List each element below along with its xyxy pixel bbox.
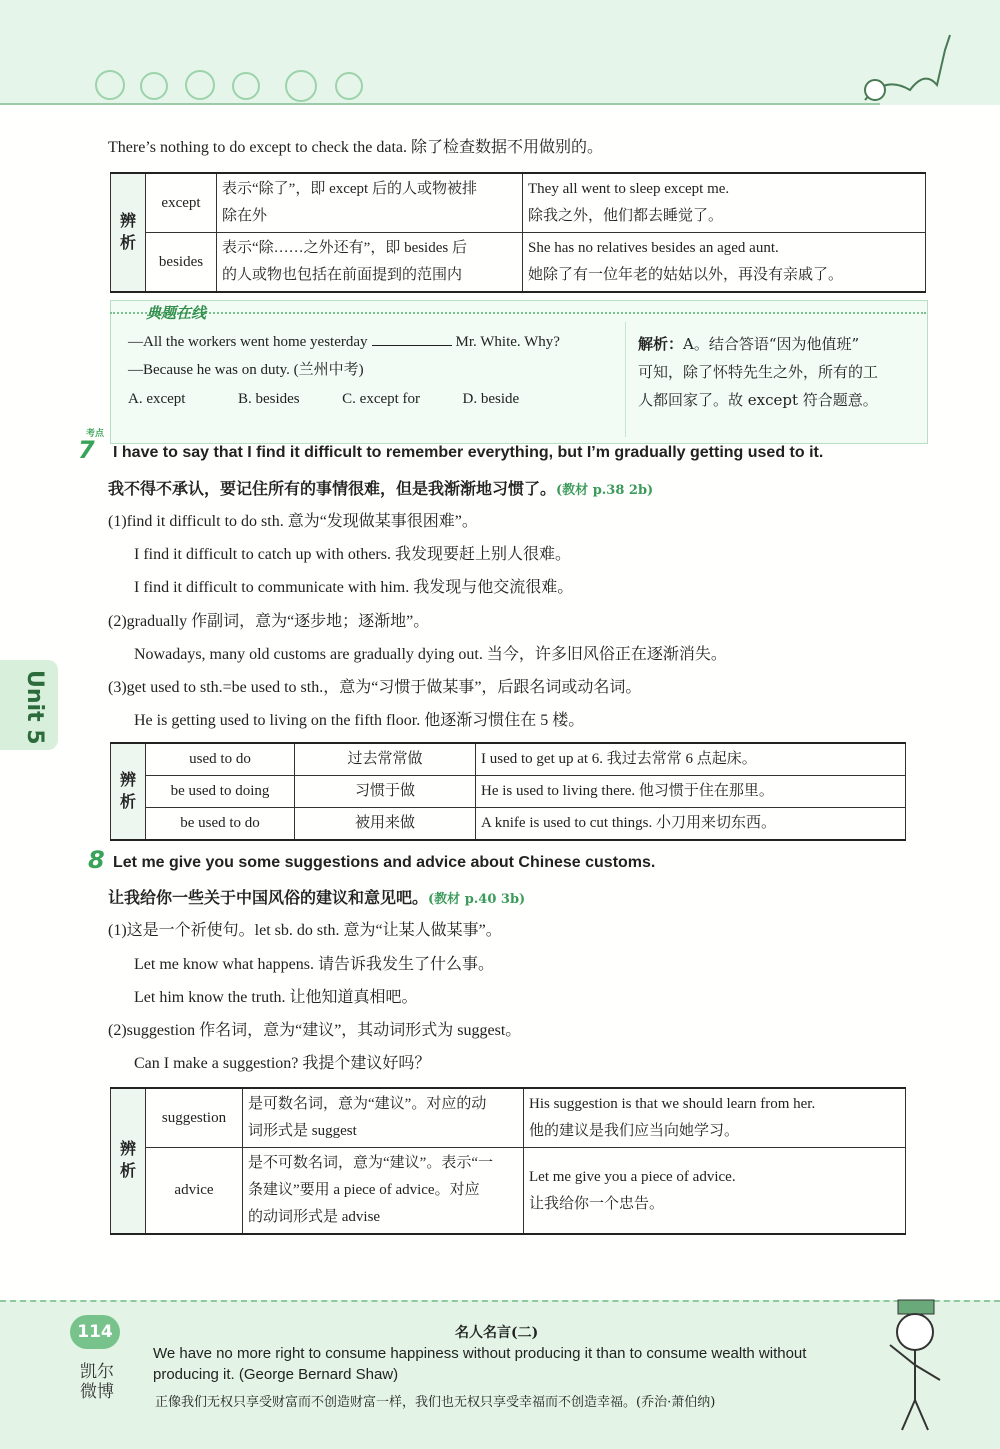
- option-a: A. except: [128, 391, 186, 407]
- example-cell: Let me give you a piece of advice. 让我给你一个忠告。: [524, 1148, 906, 1235]
- point7-line: I find it difficult to catch up with others. 我发现要赶上别人很难。: [134, 546, 571, 563]
- practice-question-line1: —All the workers went home yesterday Mr. White. Why?: [128, 334, 560, 350]
- decoration-circle-icon: [185, 70, 215, 100]
- analysis-label: 辨析: [111, 743, 146, 840]
- header-divider: [0, 103, 880, 105]
- cartoon-boy-illustration-icon: [870, 1290, 960, 1440]
- quote-title: 名人名言(二): [455, 1325, 539, 1341]
- decoration-circle-icon: [140, 72, 168, 100]
- table-row: [111, 173, 926, 233]
- point8-line: Can I make a suggestion? 我提个建议好吗？: [134, 1055, 431, 1072]
- point7-line: He is getting used to living on the fifth floor. 他逐渐习惯住在 5 楼。: [134, 712, 585, 729]
- meaning-cell: 表示“除了”，即 except 后的人或物被排 除在外: [217, 173, 523, 233]
- point7-line: Nowadays, many old customs are gradually dying out. 当今，许多旧风俗正在逐渐消失。: [134, 646, 727, 663]
- point-number-7: 7: [78, 436, 95, 464]
- point8-line: Let him know the truth. 让他知道真相吧。: [134, 989, 418, 1006]
- point7-line: I find it difficult to communicate with him. 我发现与他交流很难。: [134, 579, 574, 596]
- meaning-cell: 表示“除……之外还有”，即 besides 后 的人或物也包括在前面提到的范围内: [217, 233, 523, 293]
- practice-question-line2: —Because he was on duty. (兰州中考): [128, 362, 364, 378]
- footer-divider: [0, 1300, 1000, 1302]
- table-row: [111, 233, 926, 293]
- practice-answer: 解析：A。结合答语“因为他值班” 可知，除了怀特先生之外，所有的工 人都回家了。故 except 符合题意。: [638, 335, 879, 409]
- meaning-cell: 过去常常做: [295, 743, 476, 776]
- analysis-label: 辨析: [111, 173, 146, 292]
- point-number-8: 8: [88, 846, 105, 874]
- comparison-table-used-to: [110, 742, 906, 841]
- comparison-table-except-besides: [110, 172, 926, 293]
- point7-line: (3)get used to sth.=be used to sth.，意为“习惯于做某事”，后跟名词或动名词。: [108, 679, 642, 696]
- comparison-table-suggestion-advice: [110, 1087, 906, 1235]
- quote-chinese: 正像我们无权只享受财富而不创造财富一样，我们也无权只享受幸福而不创造幸福。(乔治·萧伯纳): [155, 1395, 716, 1410]
- point8-line: (2)suggestion 作名词，意为“建议”，其动词形式为 suggest。: [108, 1022, 522, 1039]
- example-cell: She has no relatives besides an aged aunt. 她除了有一位年老的姑姑以外，再没有亲戚了。: [523, 233, 926, 293]
- page-number: 114: [70, 1315, 120, 1349]
- point7-sentence-cn: 我不得不承认，要记住所有的事情很难，但是我渐渐地习惯了。(教材 p.38 2b): [108, 479, 654, 498]
- point8-sentence-en: Let me give you some suggestions and advice about Chinese customs.: [113, 854, 656, 871]
- textbook-ref: (教材 p.40 3b): [428, 892, 526, 907]
- phrase-cell: used to do: [146, 743, 295, 776]
- word-cell: besides: [146, 233, 217, 293]
- decoration-circle-icon: [285, 70, 317, 102]
- phrase-cell: be used to doing: [146, 776, 295, 808]
- meaning-cell: 被用来做: [295, 808, 476, 841]
- brand-label: 凯尔微博: [80, 1362, 114, 1402]
- example-cell: They all went to sleep except me. 除我之外，他们都去睡觉了。: [523, 173, 926, 233]
- practice-title: 典题在线: [146, 304, 207, 322]
- point7-line: (2)gradually 作副词，意为“逐步地；逐渐地”。: [108, 613, 430, 630]
- table-row: [111, 1148, 906, 1235]
- word-cell: advice: [146, 1148, 243, 1235]
- example-cell: I used to get up at 6. 我过去常常 6 点起床。: [476, 743, 906, 776]
- cat-illustration-icon: [855, 30, 955, 110]
- table-row: [111, 743, 906, 776]
- option-d: D. beside: [462, 391, 520, 407]
- word-cell: except: [146, 173, 217, 233]
- table-row: [111, 808, 906, 841]
- textbook-ref: (教材 p.38 2b): [556, 483, 654, 498]
- example-cell: His suggestion is that we should learn from her. 他的建议是我们应当向她学习。: [524, 1088, 906, 1148]
- point8-line: Let me know what happens. 请告诉我发生了什么事。: [134, 956, 494, 973]
- option-b: B. besides: [237, 391, 300, 407]
- phrase-cell: be used to do: [146, 808, 295, 841]
- example-cell: A knife is used to cut things. 小刀用来切东西。: [476, 808, 906, 841]
- meaning-cell: 是可数名词，意为“建议”。对应的动 词形式是 suggest: [243, 1088, 524, 1148]
- word-cell: suggestion: [146, 1088, 243, 1148]
- quote-english: We have no more right to consume happiness without producing it than to consume wealth without producing it. (George Bernard Shaw): [153, 1345, 807, 1383]
- unit-label: Unit 5: [22, 670, 47, 745]
- practice-options: [128, 389, 519, 409]
- table-row: [111, 776, 906, 808]
- point7-line: (1)find it difficult to do sth. 意为“发现做某事很困难”。: [108, 513, 478, 530]
- decoration-circle-icon: [335, 72, 363, 100]
- point7-sentence-en: I have to say that I find it difficult to remember everything, but I’m gradually getting used to it.: [113, 444, 824, 461]
- analysis-label: 辨析: [111, 1088, 146, 1234]
- meaning-cell: 是不可数名词，意为“建议”。表示“一 条建议”要用 a piece of advice。对应 的动词形式是 advise: [243, 1148, 524, 1235]
- practice-separator: [625, 322, 626, 437]
- decoration-circle-icon: [95, 70, 125, 100]
- intro-sentence: There’s nothing to do except to check the data. 除了检查数据不用做别的。: [108, 139, 604, 156]
- decoration-circle-icon: [232, 72, 260, 100]
- meaning-cell: 习惯于做: [295, 776, 476, 808]
- table-row: [111, 1088, 906, 1148]
- option-c: C. except for: [342, 391, 421, 407]
- practice-divider: [110, 312, 926, 315]
- example-cell: He is used to living there. 他习惯于住在那里。: [476, 776, 906, 808]
- point8-line: (1)这是一个祈使句。let sb. do sth. 意为“让某人做某事”。: [108, 922, 502, 939]
- point8-sentence-cn: 让我给你一些关于中国风俗的建议和意见吧。(教材 p.40 3b): [108, 888, 526, 907]
- point-tag: 考点: [86, 429, 105, 439]
